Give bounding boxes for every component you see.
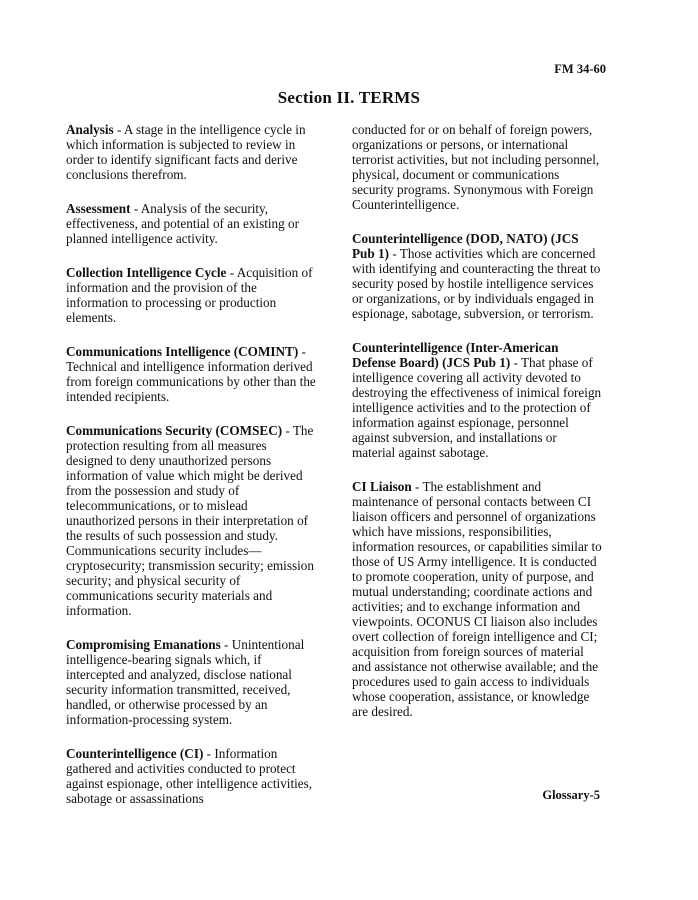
entry-definition: Analysis of the security, effectiveness, and potential of an existing or planned intelligence activity.: [66, 201, 300, 246]
left-column: [66, 122, 316, 825]
entry-definition: Unintentional intelligence-bearing signals which, if intercepted and analyzed, disclose national security information transmitted, received, handled, or otherwise processed by an information-processing system.: [66, 637, 305, 727]
entry-definition: That phase of intelligence covering all activity devoted to destroying the effectiveness of inimical foreign intelligence activities and to the protection of information against espionage, personnel against subversion, and installations or material against sabotage.: [352, 355, 602, 460]
entry-term: Assessment: [66, 201, 131, 216]
glossary-entry: Communications Intelligence (COMINT) - Technical and intelligence information derived from foreign communications by other than the intended recipients.: [66, 344, 316, 404]
entry-term: Counterintelligence (CI): [66, 746, 204, 761]
glossary-entry: Assessment - Analysis of the security, effectiveness, and potential of an existing or planned intelligence activity.: [66, 201, 300, 246]
entry-term: Analysis: [66, 122, 114, 137]
glossary-entry-continued: [352, 122, 602, 212]
entry-definition: The establishment and maintenance of personal contacts between CI liaison officers and personnel of organizations which have missions, responsibilities, information resources, or capabilities similar to those of US Army intelligence. It is conducted to promote cooperation, unity of purpose, and mutual understanding; coordinate actions and activities; and to exchange information and viewpoints. OCONUS CI liaison also includes overt collection of foreign intelligence and CI; acquisition from foreign sources of material and assistance not otherwise available; and the procedures used to gain access to individuals whose cooperation, assistance, or knowledge are desired.: [352, 479, 602, 719]
glossary-entry: Counterintelligence (DOD, NATO) (JCS Pub 1) - Those activities which are concerned with identifying and counteracting the threat to security posed by hostile intelligence services or organizations, or by individuals engaged in espionage, sabotage, subversion, or terrorism.: [352, 231, 601, 321]
glossary-entry: Counterintelligence (CI) - Information gathered and activities conducted to protect against espionage, other intelligence activities, sabotage or assassinations: [66, 746, 313, 806]
entry-definition: conducted for or on behalf of foreign powers, organizations or persons, or international terrorist activities, but not including personnel, physical, document or communications security programs. Synonymous with Foreign Counterintelligence.: [352, 122, 600, 212]
document-id: FM 34-60: [554, 62, 606, 76]
entry-definition: Technical and intelligence information derived from foreign communications by other than the intended recipients.: [66, 359, 316, 404]
entry-definition: Information gathered and activities conducted to protect against espionage, other intelligence activities, sabotage or assassinations: [66, 746, 313, 806]
glossary-entry: Analysis - A stage in the intelligence cycle in which information is subjected to review in order to identify significant facts and derive conclusions therefrom.: [66, 122, 306, 182]
entry-term: Compromising Emanations: [66, 637, 221, 652]
page-number: Glossary-5: [542, 788, 600, 802]
entry-definition: A stage in the intelligence cycle in which information is subjected to review in order to identify significant facts and derive conclusions therefrom.: [66, 122, 306, 182]
entry-term: Counterintelligence (Inter-American Defense Board) (JCS Pub 1): [352, 340, 559, 370]
glossary-entry: Compromising Emanations - Unintentional intelligence-bearing signals which, if intercepted and analyzed, disclose national security information transmitted, received, handled, or otherwise processed by an information-processing system.: [66, 637, 305, 727]
glossary-entry: Communications Security (COMSEC) - The protection resulting from all measures designed to deny unauthorized persons information of value which might be derived from the possession and study of telecommunications, or to mislead unauthorized persons in their interpretation of the results of such possession and study. Communications security includes—cryptosecurity; transmission security; emission security; and physical security of communications security materials and information.: [66, 423, 314, 618]
right-column: [352, 122, 602, 738]
entry-term: Collection Intelligence Cycle: [66, 265, 227, 280]
entry-term: Communications Intelligence (COMINT): [66, 344, 299, 359]
section-title: Section II. TERMS: [277, 88, 421, 107]
entry-term: CI Liaison: [352, 479, 412, 494]
glossary-entry: Counterintelligence (Inter-American Defense Board) (JCS Pub 1) - That phase of intelligence covering all activity devoted to destroying the effectiveness of inimical foreign intelligence activities and to the protection of information against espionage, personnel against subversion, and installations or material against sabotage.: [352, 340, 602, 460]
entry-term: Counterintelligence (DOD, NATO) (JCS Pub 1): [352, 231, 579, 261]
glossary-entry: Collection Intelligence Cycle - Acquisition of information and the provision of the information to processing or production elements.: [66, 265, 313, 325]
entry-term: Communications Security (COMSEC): [66, 423, 283, 438]
entry-definition: Those activities which are concerned with identifying and counteracting the threat to security posed by hostile intelligence services or organizations, or by individuals engaged in espionage, sabotage, subversion, or terrorism.: [352, 246, 601, 321]
glossary-entry: CI Liaison - The establishment and maintenance of personal contacts between CI liaison officers and personnel of organizations which have missions, responsibilities, information resources, or capabilities similar to those of US Army intelligence. It is conducted to promote cooperation, unity of purpose, and mutual understanding; coordinate actions and activities; and to exchange information and viewpoints. OCONUS CI liaison also includes overt collection of foreign intelligence and CI; acquisition from foreign sources of material and assistance not otherwise available; and the procedures used to gain access to individuals whose cooperation, assistance, or knowledge are desired.: [352, 479, 602, 719]
entry-definition: The protection resulting from all measures designed to deny unauthorized persons information of value which might be derived from the possession and study of telecommunications, or to mislead unauthorized persons in their interpretation of the results of such possession and study. Communications security includes—cryptosecurity; transmission security; emission security; and physical security of communications security materials and information.: [66, 423, 314, 618]
entry-definition: Acquisition of information and the provision of the information to processing or production elements.: [66, 265, 313, 325]
